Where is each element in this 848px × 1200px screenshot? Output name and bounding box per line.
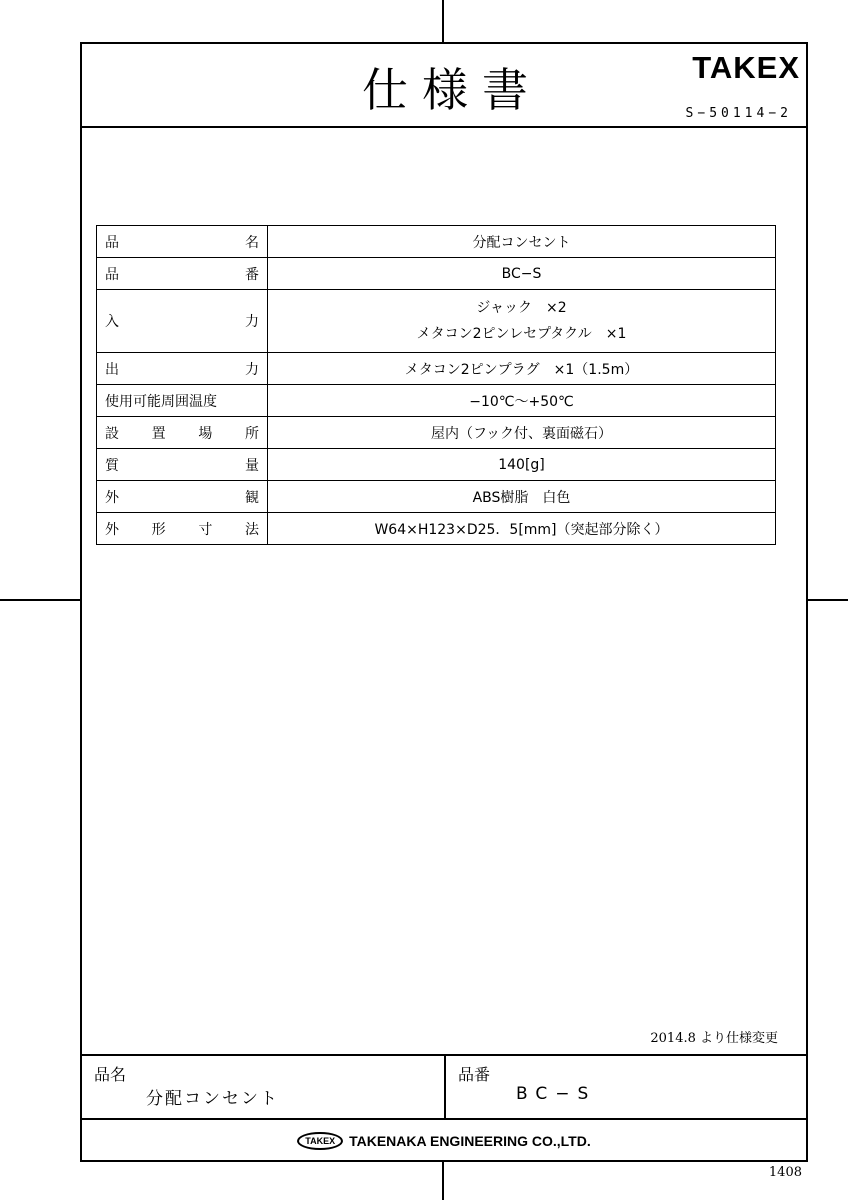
product-name-label: 品名: [94, 1065, 127, 1084]
table-row: [97, 385, 776, 417]
row-value: メタコン2ピンプラグ ×1（1.5m）: [268, 353, 776, 385]
row-key: 入 力: [97, 290, 268, 353]
footer-product-number: [446, 1056, 806, 1118]
revision-note: 2014.8 より仕様変更: [650, 1031, 778, 1046]
product-number-label: 品番: [458, 1065, 491, 1084]
table-row: [97, 226, 776, 258]
row-key: 品 名: [97, 226, 268, 258]
row-value: 屋内（フック付、裏面磁石）: [268, 417, 776, 449]
company-bar: [82, 1118, 806, 1162]
row-value: BC−S: [268, 258, 776, 290]
table-row: [97, 513, 776, 545]
row-key: 外 観: [97, 481, 268, 513]
crop-mark-right: [806, 599, 848, 601]
header: [82, 44, 806, 128]
takex-logo-icon: TAKEX: [297, 1132, 343, 1150]
table-row: [97, 353, 776, 385]
table-row: [97, 417, 776, 449]
table-row: [97, 290, 776, 353]
row-value: −10℃〜+50℃: [268, 385, 776, 417]
document-number: S−50114−2: [685, 106, 792, 121]
product-number-value: BC−S: [516, 1084, 597, 1104]
table-row: [97, 258, 776, 290]
footer-product-name: [82, 1056, 446, 1118]
row-value-line: ジャック ×2: [476, 300, 567, 316]
spec-sheet: [80, 42, 808, 1162]
brand-logo: TAKEX: [692, 50, 800, 85]
crop-mark-left: [0, 599, 80, 601]
row-value: ABS樹脂 白色: [268, 481, 776, 513]
row-value: W64×H123×D25．5[mm]（突起部分除く）: [268, 513, 776, 545]
table-row: [97, 481, 776, 513]
row-key: 設 置 場 所: [97, 417, 268, 449]
row-value-line: メタコン2ピンレセプタクル ×1: [416, 326, 627, 342]
spec-table: [96, 225, 776, 545]
row-key: 品 番: [97, 258, 268, 290]
row-key: 外 形 寸 法: [97, 513, 268, 545]
row-value: [268, 290, 776, 353]
product-name-value: 分配コンセント: [146, 1089, 279, 1109]
table-row: [97, 449, 776, 481]
footer: [82, 1054, 806, 1162]
crop-mark-top: [442, 0, 444, 42]
crop-mark-bottom: [442, 1160, 444, 1200]
document-title: 仕様書: [362, 63, 542, 117]
page-number: 1408: [768, 1165, 802, 1180]
row-key: 出 力: [97, 353, 268, 385]
row-value: 分配コンセント: [268, 226, 776, 258]
row-value: 140[g]: [268, 449, 776, 481]
row-key: 質 量: [97, 449, 268, 481]
row-key: 使用可能周囲温度: [97, 385, 268, 417]
company-name: TAKENAKA ENGINEERING CO.,LTD.: [349, 1133, 591, 1149]
